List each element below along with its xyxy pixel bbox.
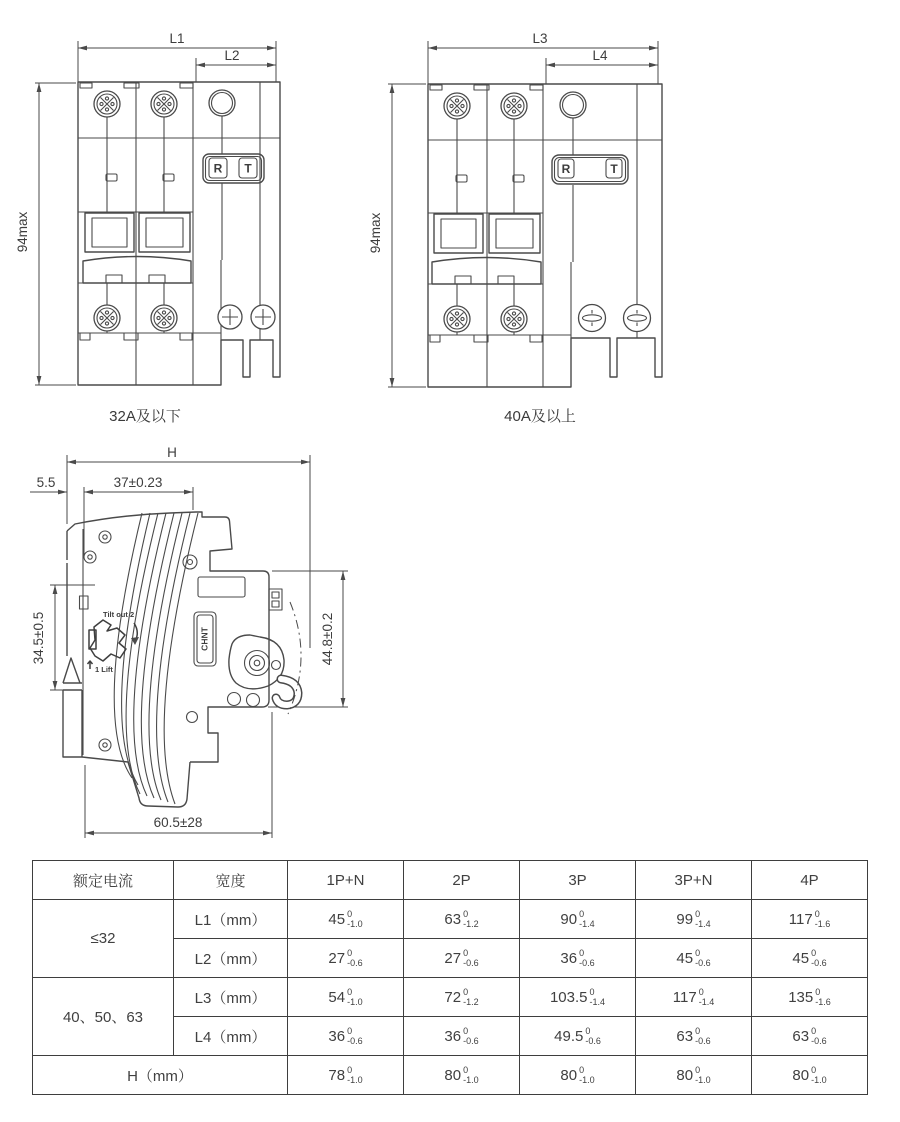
dimension-value-cell: 80 0 -1.0 bbox=[752, 1056, 868, 1095]
lift-arrow-icon bbox=[88, 661, 93, 669]
rt-button-panel bbox=[552, 155, 628, 184]
terminal-screw-icon bbox=[579, 305, 606, 332]
screw-bosses bbox=[84, 531, 198, 751]
row-label: L4（mm） bbox=[174, 1017, 288, 1056]
dimension-value-cell: 36 0 -0.6 bbox=[288, 1017, 404, 1056]
dimension-value-cell: 78 0 -1.0 bbox=[288, 1056, 404, 1095]
clip-tilt-label: Tilt out 2 bbox=[103, 610, 135, 619]
din-clip-etching bbox=[88, 610, 140, 674]
table-header-row bbox=[33, 861, 868, 900]
dim-l3 bbox=[428, 31, 658, 84]
terminal-screw-icon bbox=[151, 91, 177, 117]
breaker-side-profile bbox=[63, 512, 301, 807]
breaker-body bbox=[78, 82, 280, 385]
dim-label-60-5: 60.5±28 bbox=[153, 815, 203, 830]
test-button-label: T bbox=[244, 161, 252, 176]
dimension-value-cell: 103.5 0 -1.4 bbox=[520, 978, 636, 1017]
caption-40a: 40A及以上 bbox=[504, 408, 576, 425]
caption-32a: 32A及以下 bbox=[109, 408, 181, 425]
terminal-screw-icon bbox=[501, 306, 527, 332]
dimension-value-cell: 117 0 -1.6 bbox=[752, 900, 868, 939]
dim-label-94max: 94max bbox=[15, 211, 30, 253]
indicator-window bbox=[106, 174, 117, 181]
dim-label-44-8: 44.8±0.2 bbox=[320, 612, 335, 666]
dimension-value-cell: 27 0 -0.6 bbox=[288, 939, 404, 978]
neutral-port-icon bbox=[209, 90, 235, 116]
dim-label-l2: L2 bbox=[224, 48, 240, 63]
test-button-label: T bbox=[610, 162, 618, 176]
dim-l2 bbox=[196, 48, 276, 82]
row-label: L2（mm） bbox=[174, 939, 288, 978]
header-4p: 4P bbox=[752, 861, 868, 900]
terminal-screw-icon bbox=[444, 93, 470, 119]
trip-mechanism bbox=[228, 602, 302, 714]
terminal-screw-icon bbox=[501, 93, 527, 119]
dimension-value-cell: 27 0 -0.6 bbox=[404, 939, 520, 978]
terminal-screw-icon bbox=[151, 305, 177, 331]
dimension-value-cell: 117 0 -1.4 bbox=[636, 978, 752, 1017]
dim-34-5 bbox=[31, 585, 95, 690]
dimension-value-cell: 63 0 -0.6 bbox=[636, 1017, 752, 1056]
front-view-32a-drawing bbox=[10, 28, 310, 428]
din-foot bbox=[63, 683, 82, 757]
row-label: L3（mm） bbox=[174, 978, 288, 1017]
dimension-value-cell: 54 0 -1.0 bbox=[288, 978, 404, 1017]
rated-current-group: 40、50、63 bbox=[33, 978, 174, 1056]
dim-l1 bbox=[78, 31, 276, 82]
dimension-value-cell: 80 0 -1.0 bbox=[404, 1056, 520, 1095]
dim-label-l1: L1 bbox=[169, 31, 185, 46]
table-row-l3 bbox=[33, 978, 868, 1017]
dimension-value-cell: 45 0 -0.6 bbox=[752, 939, 868, 978]
header-1pn: 1P+N bbox=[288, 861, 404, 900]
rocker-bar bbox=[83, 257, 191, 284]
label-window bbox=[198, 577, 245, 597]
dim-label-h: H bbox=[167, 445, 177, 460]
header-width: 宽度 bbox=[174, 861, 288, 900]
dim-label-37: 37±0.23 bbox=[113, 475, 163, 490]
dim-label-l3: L3 bbox=[532, 31, 548, 46]
dimension-value-cell: 72 0 -1.2 bbox=[404, 978, 520, 1017]
header-rated-current: 额定电流 bbox=[33, 861, 174, 900]
indicator-window bbox=[513, 175, 524, 182]
header-3p: 3P bbox=[520, 861, 636, 900]
dim-label-94max: 94max bbox=[368, 212, 383, 254]
dimension-value-cell: 36 0 -0.6 bbox=[404, 1017, 520, 1056]
terminal-screw-icon bbox=[624, 305, 651, 332]
dimension-value-cell: 135 0 -1.6 bbox=[752, 978, 868, 1017]
dim-l4 bbox=[546, 48, 658, 84]
indicator-window bbox=[456, 175, 467, 182]
din-clip-release bbox=[63, 658, 80, 683]
dimension-value-cell: 36 0 -0.6 bbox=[520, 939, 636, 978]
terminal-screw-icon bbox=[94, 91, 120, 117]
table-row-l1 bbox=[33, 900, 868, 939]
dimension-value-cell: 49.5 0 -0.6 bbox=[520, 1017, 636, 1056]
dim-label-l4: L4 bbox=[592, 48, 608, 63]
side-view-drawing bbox=[15, 440, 360, 850]
header-2p: 2P bbox=[404, 861, 520, 900]
dim-94max bbox=[15, 83, 76, 385]
reset-button-label: R bbox=[213, 161, 223, 176]
indicator-window bbox=[163, 174, 174, 181]
dimension-value-cell: 45 0 -0.6 bbox=[636, 939, 752, 978]
row-label: L1（mm） bbox=[174, 900, 288, 939]
dimension-value-cell: 80 0 -1.0 bbox=[636, 1056, 752, 1095]
rt-button-panel bbox=[203, 154, 264, 183]
side-connector bbox=[269, 589, 282, 610]
dim-94max bbox=[368, 84, 426, 387]
clip-lift-label: 1 Lift bbox=[95, 665, 113, 674]
dimension-value-cell: 63 0 -0.6 bbox=[752, 1017, 868, 1056]
terminal-screw-icon bbox=[94, 305, 120, 331]
dimension-value-cell: 63 0 -1.2 bbox=[404, 900, 520, 939]
brand-badge bbox=[194, 612, 216, 666]
header-3pn: 3P+N bbox=[636, 861, 752, 900]
rated-current-group: ≤32 bbox=[33, 900, 174, 978]
front-view-40a-drawing bbox=[360, 28, 680, 428]
dimension-value-cell: 45 0 -1.0 bbox=[288, 900, 404, 939]
terminal-screw-icon bbox=[218, 305, 242, 329]
breaker-body bbox=[428, 84, 662, 387]
dim-60-5 bbox=[85, 712, 272, 838]
reset-button-label: R bbox=[561, 162, 571, 176]
dim-44-8 bbox=[268, 571, 348, 707]
toggle-handles bbox=[83, 213, 191, 283]
row-label-h: H（mm） bbox=[33, 1056, 288, 1095]
table-row-h bbox=[33, 1056, 868, 1095]
terminal-screw-icon bbox=[251, 305, 275, 329]
dim-label-5-5: 5.5 bbox=[36, 475, 56, 490]
dim-label-34-5: 34.5±0.5 bbox=[31, 611, 46, 665]
dimension-value-cell: 80 0 -1.0 bbox=[520, 1056, 636, 1095]
dimension-value-cell: 90 0 -1.4 bbox=[520, 900, 636, 939]
dim-5-5 bbox=[30, 475, 67, 494]
brand-label: CHNT bbox=[199, 627, 210, 651]
neutral-port-icon bbox=[560, 92, 586, 118]
dimension-value-cell: 99 0 -1.4 bbox=[636, 900, 752, 939]
terminal-screw-icon bbox=[444, 306, 470, 332]
dimension-table bbox=[32, 860, 868, 1095]
